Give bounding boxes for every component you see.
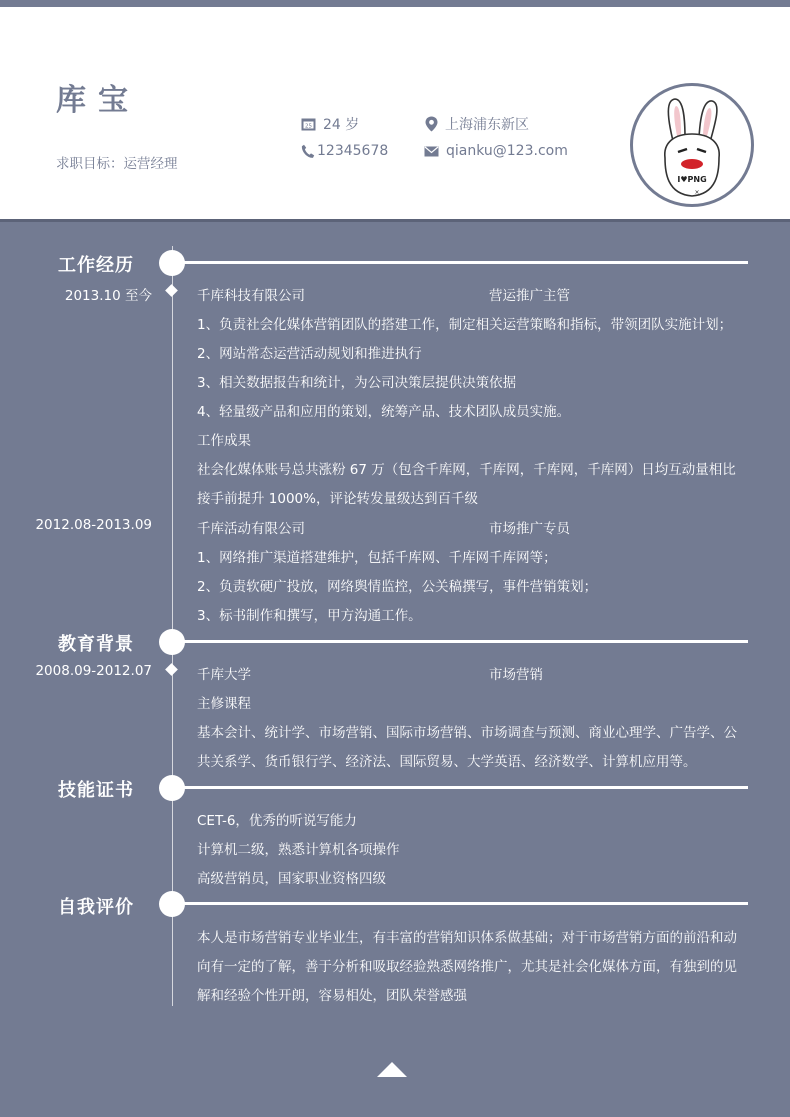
location-info bbox=[425, 114, 529, 134]
resume-header bbox=[0, 7, 790, 217]
section-title-skills: 技能证书 bbox=[58, 780, 134, 801]
email-info bbox=[424, 143, 568, 159]
phone-info bbox=[301, 143, 388, 159]
job1-achievements-heading: 工作成果 bbox=[197, 433, 251, 449]
job1-role: 营运推广主管 bbox=[489, 288, 570, 304]
job1-line: 3、相关数据报告和统计，为公司决策层提供决策依据 bbox=[197, 375, 517, 391]
job2-line: 3、标书制作和撰写，甲方沟通工作。 bbox=[197, 608, 422, 624]
section-divider-education bbox=[184, 640, 748, 643]
avatar bbox=[630, 83, 754, 207]
job1-line: 接手前提升 1000%，评论转发量级达到百千级 bbox=[197, 491, 478, 507]
job2-company: 千库活动有限公司 bbox=[197, 521, 305, 537]
skill-item: CET-6，优秀的听说写能力 bbox=[197, 813, 357, 829]
age-info bbox=[301, 114, 359, 134]
timeline-node-skills bbox=[159, 775, 185, 801]
phone-text: 12345678 bbox=[317, 143, 389, 159]
section-title-work: 工作经历 bbox=[58, 255, 134, 276]
avatar-shirt-text: I♥PNG bbox=[677, 175, 707, 184]
section-divider-skills bbox=[184, 786, 748, 789]
self-evaluation-line: 本人是市场营销专业毕业生，有丰富的营销知识体系做基础；对于市场营销方面的前沿和动 bbox=[197, 930, 737, 946]
email-text: qianku@123.com bbox=[446, 143, 568, 159]
location-text: 上海浦东新区 bbox=[445, 117, 529, 133]
education-courses-heading: 主修课程 bbox=[197, 696, 251, 712]
up-arrow-icon[interactable] bbox=[377, 1062, 407, 1077]
age-text: 24 岁 bbox=[323, 117, 360, 133]
section-divider-work bbox=[184, 261, 748, 264]
education-school: 千库大学 bbox=[197, 667, 251, 683]
job1-line: 4、轻量级产品和应用的策划，统筹产品、技术团队成员实施。 bbox=[197, 404, 571, 420]
svg-text:×: × bbox=[694, 189, 700, 196]
job1-line: 1、负责社会化媒体营销团队的搭建工作，制定相关运营策略和指标，带领团队实施计划； bbox=[197, 317, 733, 333]
skill-item: 高级营销员，国家职业资格四级 bbox=[197, 871, 386, 887]
timeline-node-work bbox=[159, 250, 185, 276]
education-major: 市场营销 bbox=[489, 667, 543, 683]
job2-role: 市场推广专员 bbox=[489, 521, 570, 537]
self-evaluation-line: 解和经验个性开朗，容易相处，团队荣誉感强 bbox=[197, 988, 467, 1004]
timeline-node-self-evaluation bbox=[159, 891, 185, 917]
skill-item: 计算机二级，熟悉计算机各项操作 bbox=[197, 842, 400, 858]
self-evaluation-line: 向有一定的了解，善于分析和吸取经验熟悉网络推广，尤其是社会化媒体方面，有独到的见 bbox=[197, 959, 737, 975]
bottom-accent-bar bbox=[0, 1110, 790, 1117]
job1-company: 千库科技有限公司 bbox=[197, 288, 305, 304]
job2-line: 2、负责软硬广投放，网络舆情监控，公关稿撰写，事件营销策划； bbox=[197, 579, 598, 595]
section-divider-self-evaluation bbox=[184, 902, 748, 905]
candidate-name: 库宝 bbox=[56, 83, 140, 118]
job2-line: 1、网络推广渠道搭建维护，包括千库网、千库网千库网等； bbox=[197, 550, 557, 566]
job-objective: 求职目标：运营经理 bbox=[56, 156, 178, 172]
education-line: 基本会计、统计学、市场营销、国际市场营销、市场调查与预测、商业心理学、广告学、公 bbox=[197, 725, 737, 741]
education-line: 共关系学、货币银行学、经济法、国际贸易、大学英语、经济数学、计算机应用等。 bbox=[197, 754, 697, 770]
envelope-icon bbox=[424, 146, 439, 157]
timeline-node-education bbox=[159, 629, 185, 655]
section-title-self-evaluation: 自我评价 bbox=[58, 897, 134, 918]
education-date: 2008.09-2012.07 bbox=[35, 663, 152, 679]
job1-line: 社会化媒体账号总共涨粉 67 万（包含千库网，千库网，千库网，千库网）日均互动量相比 bbox=[197, 462, 736, 478]
phone-icon bbox=[301, 144, 315, 159]
job1-line: 2、网站常态运营活动规划和推进执行 bbox=[197, 346, 422, 362]
job1-date: 2013.10 至今 bbox=[64, 288, 152, 304]
calendar-icon bbox=[301, 117, 316, 131]
location-pin-icon bbox=[425, 116, 438, 132]
job2-date: 2012.08-2013.09 bbox=[35, 517, 152, 533]
top-accent-bar bbox=[0, 0, 790, 7]
rabbit-mascot-icon bbox=[633, 86, 751, 204]
svg-text:25: 25 bbox=[305, 123, 312, 130]
section-title-education: 教育背景 bbox=[58, 634, 134, 655]
